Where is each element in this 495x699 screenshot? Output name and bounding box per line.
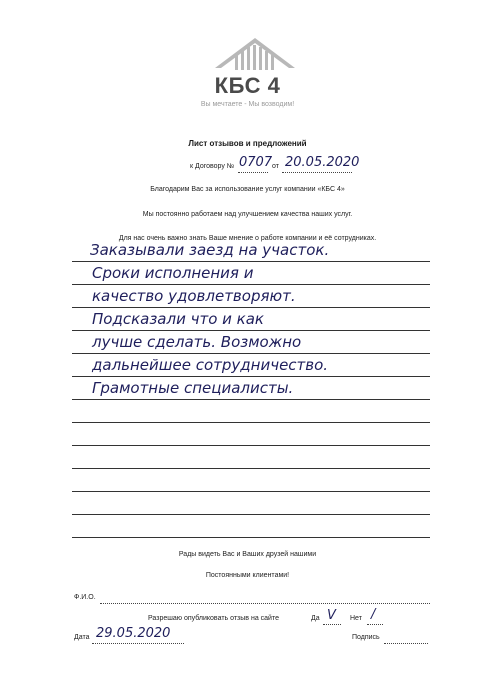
fio-label: Ф.И.О. xyxy=(74,594,96,601)
improving-text: Мы постоянно работаем над улучшением качества наших услуг. xyxy=(142,211,353,218)
logo-roof-icon xyxy=(215,38,295,72)
company-slogan: Вы мечтаете - Мы возводим! xyxy=(200,101,295,108)
no-label: Нет xyxy=(350,615,362,622)
contract-number: 0707 xyxy=(239,155,273,170)
review-line: дальнейшее сотрудничество. xyxy=(92,356,329,374)
signature-label: Подпись xyxy=(352,634,380,641)
signature-line xyxy=(384,643,428,644)
review-line: лучше сделать. Возможно xyxy=(92,333,302,351)
review-line: Подсказали что и как xyxy=(92,310,264,328)
contract-date-line xyxy=(282,172,352,173)
ruled-line xyxy=(72,330,430,331)
ruled-line xyxy=(72,399,430,400)
ruled-line xyxy=(72,422,430,423)
contract-date: 20.05.2020 xyxy=(285,155,360,170)
ruled-line xyxy=(72,514,430,515)
contract-label: к Договору № xyxy=(190,163,235,170)
publish-consent-label: Разрешаю опубликовать отзыв на сайте xyxy=(148,615,279,622)
review-line: Сроки исполнения и xyxy=(92,264,254,282)
ruled-line xyxy=(72,353,430,354)
form-title: Лист отзывов и предложений xyxy=(188,139,307,148)
ruled-line xyxy=(72,376,430,377)
review-line: качество удовлетворяют. xyxy=(92,287,296,305)
closing-text-2: Постоянными клиентами! xyxy=(205,572,290,579)
date-line xyxy=(92,643,184,644)
yes-mark: V xyxy=(327,608,336,623)
contract-date-from-label: от xyxy=(272,163,279,170)
fio-line xyxy=(100,603,430,604)
ruled-line xyxy=(72,261,430,262)
ruled-line xyxy=(72,468,430,469)
thanks-text: Благодарим Вас за использование услуг компании «КБС 4» xyxy=(150,186,345,193)
review-line: Заказывали заезд на участок. xyxy=(90,241,330,259)
review-date: 29.05.2020 xyxy=(96,626,171,641)
date-label: Дата xyxy=(74,634,90,641)
ruled-line xyxy=(72,307,430,308)
opinion-prompt-text: Для нас очень важно знать Ваше мнение о работе компании и её сотрудниках. xyxy=(118,235,377,242)
review-line: Грамотные специалисты. xyxy=(92,379,294,397)
company-logo-text: КБС 4 xyxy=(214,73,281,98)
ruled-line xyxy=(72,445,430,446)
yes-label: Да xyxy=(311,615,320,622)
yes-line xyxy=(323,624,341,625)
closing-text-1: Рады видеть Вас и Ваших друзей нашими xyxy=(178,551,317,558)
ruled-line xyxy=(72,537,430,538)
no-mark: / xyxy=(371,607,376,622)
ruled-line xyxy=(72,491,430,492)
contract-number-line xyxy=(238,172,268,173)
no-line xyxy=(367,624,383,625)
ruled-line xyxy=(72,284,430,285)
